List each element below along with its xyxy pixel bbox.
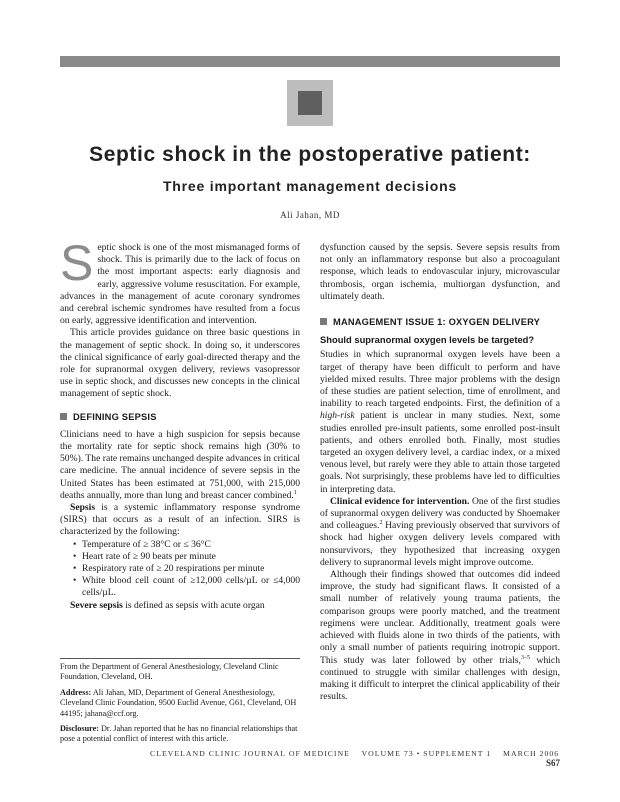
reference-marker: 2 <box>379 520 383 527</box>
section-marker-icon <box>60 413 67 420</box>
intro-paragraph-2: This article provides guidance on three basic questions in the management of septic shock. In doing so, it underscores the clinical significance of early goal-directed therapy and the role for supranormal oxygen delivery, reviews vasopressor use in septic shock, and discusses new concepts in the clinical management of septic shock. <box>60 327 300 400</box>
affiliation-note: From the Department of General Anesthesiology, Cleveland Clinic Foundation, Cleveland, OH. <box>60 662 279 682</box>
header-bar <box>60 56 560 67</box>
section-heading-oxygen-delivery: MANAGEMENT ISSUE 1: OXYGEN DELIVERY <box>320 316 560 328</box>
section-marker-icon <box>320 318 327 325</box>
page-footer <box>150 749 560 768</box>
sirs-criteria-list <box>60 539 300 600</box>
term-sepsis: Sepsis <box>70 502 96 514</box>
body-paragraph: dysfunction caused by the sepsis. Severe sepsis results from not only an inflammatory response but also a procoagulant response, which leads to endovascular injury, microvascular thrombosis, organ ischemia, multiorgan dysfunction, and ultimately death. <box>320 242 560 302</box>
subsection-heading: Should supranormal oxygen levels be targeted? <box>320 334 535 346</box>
intro-paragraph: Septic shock is one of the most mismanaged forms of shock. This is primarily due to the lack of focus on the most important aspects: early diagnosis and early, aggressive volume resuscitation. For example, advances in the management of acute coronary syndromes and cerebral ischemic syndromes have resulted from a focus on early, aggressive identification and intervention. <box>60 235 300 327</box>
journal-name: CLEVELAND CLINIC JOURNAL OF MEDICINE <box>150 749 350 758</box>
body-paragraph: Studies in which supranormal oxygen levels have been a target of therapy have been difficult to perform and have yielded mixed results. Three major problems with the design of these studies are patient selection, time of enrollment, and inability to reach targeted endpoints. First, the definition of a high-risk patient is unclear in many studies. Next, some studies enrolled pre-insult patients, some enrolled post-insult patients, and others enrolled both. Finally, most studies targeted an oxygen delivery level, a cardiac index, or a mixed venous level, but rarely were they able to attain those targeted goals. Not surprisingly, these problems have led to difficulties in interpreting data. <box>320 349 560 495</box>
logo-inner-square <box>298 91 322 115</box>
body-paragraph: Although their findings showed that outcomes did indeed improve, the study had significant flaws. It consisted of a small number of relatively young trauma patients, the comparison groups were poorly matched, and the treatment regimens were unclear. Additionally, treatment goals were achieved with fluids alone in two thirds of the patients, with only a small number of patients requiring inotropic support. This study was later followed by other trials,$^{3-5}$ which continued to struggle with similar challenges with design, making it difficult to interpret the clinical applicability of their results. <box>320 569 560 703</box>
article-subtitle: Three important management decisions <box>162 178 458 194</box>
list-item: • Temperature of ≥ 38°C or ≤ 36°C <box>82 539 300 551</box>
address-note: Address: Ali Jahan, MD, Department of General Anesthesiology, Cleveland Clinic Foundation, 9500 Euclid Avenue, G61, Cleveland, OH 44195; jahana@ccf.org. <box>60 687 297 718</box>
drop-cap: S <box>60 235 94 291</box>
body-paragraph: Clinicians need to have a high suspicion for sepsis because the mortality rate for septic shock remains high (30% to 50%). The rate remains unchanged despite advances in critical care medicine. The annual incidence of severe sepsis in the United States has been estimated at 751,000, with 215,000 deaths annually, more than lung and breast cancer combined.$^1$ <box>60 428 300 501</box>
right-column <box>320 242 560 703</box>
page-number: S67 <box>545 758 560 768</box>
list-item: • Heart rate of ≥ 90 beats per minute <box>82 551 300 563</box>
reference-marker: 1 <box>293 489 297 496</box>
volume-info: VOLUME 73 • SUPPLEMENT 1 <box>361 749 492 758</box>
reference-marker: 3–5 <box>520 654 530 661</box>
disclosure-note: Disclosure: Dr. Jahan reported that he has no financial relationships that pose a potential conflict of interest with this article. <box>60 724 298 744</box>
body-paragraph: Severe sepsis is defined as sepsis with acute organ <box>70 599 265 611</box>
author-notes <box>60 658 300 750</box>
left-column <box>60 235 300 612</box>
list-item: • White blood cell count of ≥12,000 cells/µL or ≤4,000 cells/µL. <box>82 575 300 599</box>
article-title: Septic shock in the postoperative patient: <box>89 143 531 166</box>
term-severe-sepsis: Severe sepsis <box>70 599 123 611</box>
body-paragraph: Clinical evidence for intervention. One of the first studies of supranormal oxygen delivery was conducted by Shoemaker and colleagues.$^2$ Having previously observed that survivors of shock had higher oxygen delivery levels compared with nonsurvivors, they hypothesized that increasing oxygen delivery to supranormal levels might improve outcome. <box>320 495 561 568</box>
journal-logo <box>287 80 333 126</box>
issue-date: MARCH 2006 <box>503 749 560 758</box>
list-item: • Respiratory rate of ≥ 20 respirations per minute <box>82 563 300 575</box>
body-paragraph: Sepsis is a systemic inflammatory response syndrome (SIRS) that occurs as a result of an infection. SIRS is characterized by the following: <box>60 502 300 538</box>
section-heading-defining-sepsis: DEFINING SEPSIS <box>60 411 300 423</box>
author-line: Ali Jahan, MD <box>280 210 340 220</box>
